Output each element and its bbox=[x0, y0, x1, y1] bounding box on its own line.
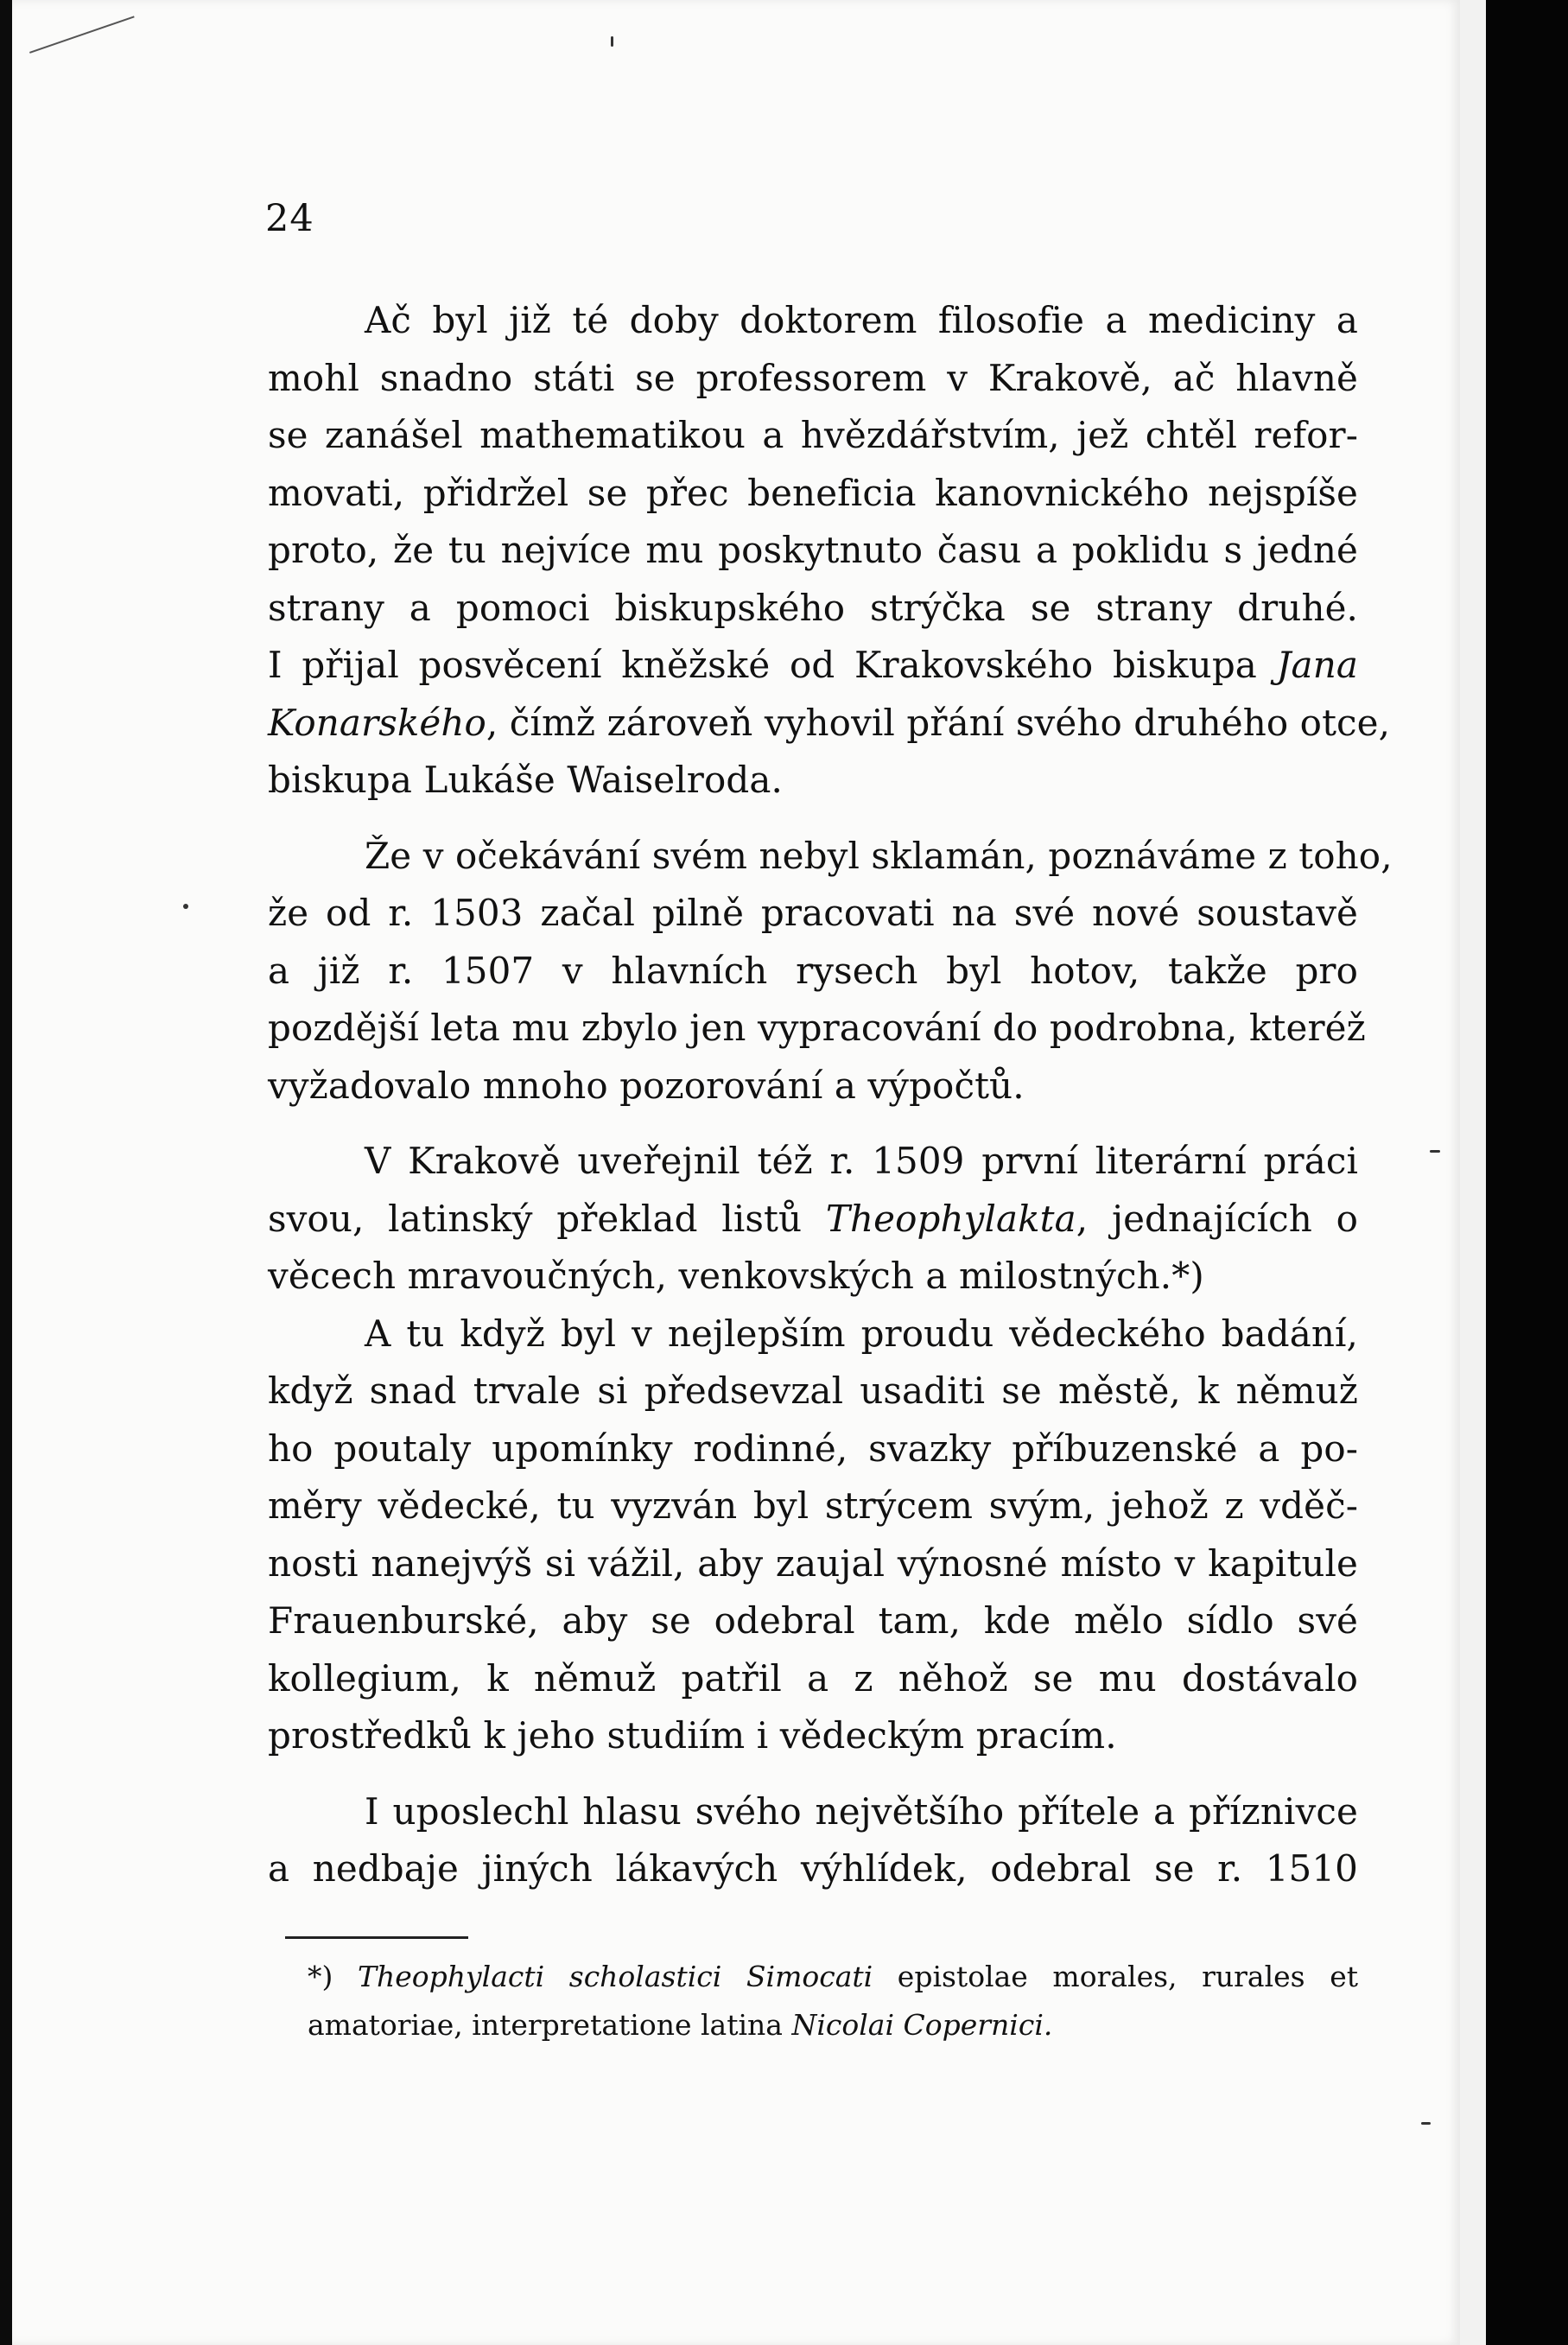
italic-name: Theophylakta bbox=[825, 1197, 1076, 1240]
paper-speck bbox=[183, 904, 188, 909]
text-line: že od r. 1503 začal pilně pracovati na své nové soustavě bbox=[268, 892, 1358, 934]
footnote bbox=[308, 1953, 1358, 2049]
page-gutter bbox=[1460, 0, 1486, 2345]
text-line: I uposlechl hlasu svého největšího přítele a příznivce bbox=[365, 1789, 1358, 1833]
paragraph-3 bbox=[268, 1133, 1358, 1306]
footnote-italic-title: Theophylacti scholastici Simocati bbox=[357, 1960, 873, 1993]
text-line: mohl snadno státi se professorem v Krakově, ač hlavně bbox=[268, 356, 1358, 399]
footnote-line: *) Theophylacti scholastici Simocati epistolae morales, rurales et bbox=[308, 1960, 1358, 1993]
footnote-rule bbox=[285, 1936, 468, 1939]
text-line: měry vědecké, tu vyzván byl strýcem svým, jehož z vděč- bbox=[268, 1484, 1358, 1527]
text-line: strany a pomoci biskupského strýčka se strany druhé. bbox=[268, 586, 1358, 629]
text-line: Ač byl již té doby doktorem filosofie a mediciny a bbox=[365, 299, 1358, 341]
text-line: pozdější leta mu zbylo jen vypracování do podrobna, kteréž bbox=[268, 1007, 1366, 1049]
paper-speck bbox=[611, 36, 613, 47]
text-line: nosti nanejvýš si vážil, aby zaujal výnosné místo v kapitule bbox=[268, 1541, 1358, 1585]
text-line: svou, latinský překlad listů Theophylakta, jednajících o bbox=[268, 1197, 1358, 1240]
text-line: biskupa Lukáše Waiselroda. bbox=[268, 759, 783, 801]
text-line: kollegium, k němuž patřil a z něhož se mu dostávalo bbox=[268, 1656, 1358, 1700]
text-line: A tu když byl v nejlepším proudu vědeckého badání, bbox=[365, 1312, 1358, 1355]
paper-speck bbox=[1430, 1150, 1440, 1153]
text-line: Konarského, čímž zároveň vyhovil přání svého druhého otce, bbox=[268, 701, 1391, 744]
page-number: 24 bbox=[265, 197, 314, 240]
text-line: V Krakově uveřejnil též r. 1509 první literární práci bbox=[365, 1140, 1358, 1182]
text-line: a již r. 1507 v hlavních rysech byl hotov, takže pro bbox=[268, 949, 1358, 992]
paragraph-1 bbox=[268, 292, 1391, 810]
text-line: Frauenburské, aby se odebral tam, kde mělo sídlo své bbox=[268, 1599, 1358, 1642]
main-text bbox=[268, 292, 1393, 1898]
paragraph-4 bbox=[268, 1306, 1358, 1765]
corner-fold-mark bbox=[29, 16, 148, 91]
text-line: se zanášel mathematikou a hvězdářstvím, jež chtěl refor- bbox=[268, 414, 1358, 456]
paragraph-2 bbox=[268, 828, 1393, 1115]
italic-name: Jana bbox=[1276, 644, 1358, 686]
text-line: vyžadovalo mnoho pozorování a výpočtů. bbox=[268, 1064, 1025, 1107]
text-line: ho poutaly upomínky rodinné, svazky příbuzenské a po- bbox=[268, 1427, 1358, 1470]
text-line: proto, že tu nejvíce mu poskytnuto času a poklidu s jedné bbox=[268, 529, 1358, 571]
text-line: věcech mravoučných, venkovských a milostných.*) bbox=[268, 1255, 1204, 1297]
footnote-italic-author: Nicolai Copernici. bbox=[791, 2008, 1053, 2042]
footnote-line: amatoriae, interpretatione latina Nicolai Copernici. bbox=[308, 2008, 1053, 2042]
text-line: když snad trvale si předsevzal usaditi se městě, k němuž bbox=[268, 1370, 1358, 1412]
text-line: a nedbaje jiných lákavých výhlídek, odebral se r. 1510 bbox=[268, 1847, 1358, 1890]
text-line: prostředků k jeho studiím i vědeckým pracím. bbox=[268, 1714, 1117, 1757]
paragraph-5 bbox=[268, 1783, 1358, 1898]
paper-speck bbox=[1421, 2122, 1431, 2125]
text-line: Že v očekávání svém nebyl sklamán, poznáváme z toho, bbox=[365, 834, 1393, 877]
text-line: I přijal posvěcení kněžské od Krakovského biskupa Jana bbox=[268, 644, 1358, 686]
italic-name: Konarského bbox=[268, 701, 486, 744]
text-line: movati, přidržel se přec beneficia kanovnického nejspíše bbox=[268, 471, 1358, 514]
scan-edge-strip bbox=[1486, 0, 1568, 2345]
